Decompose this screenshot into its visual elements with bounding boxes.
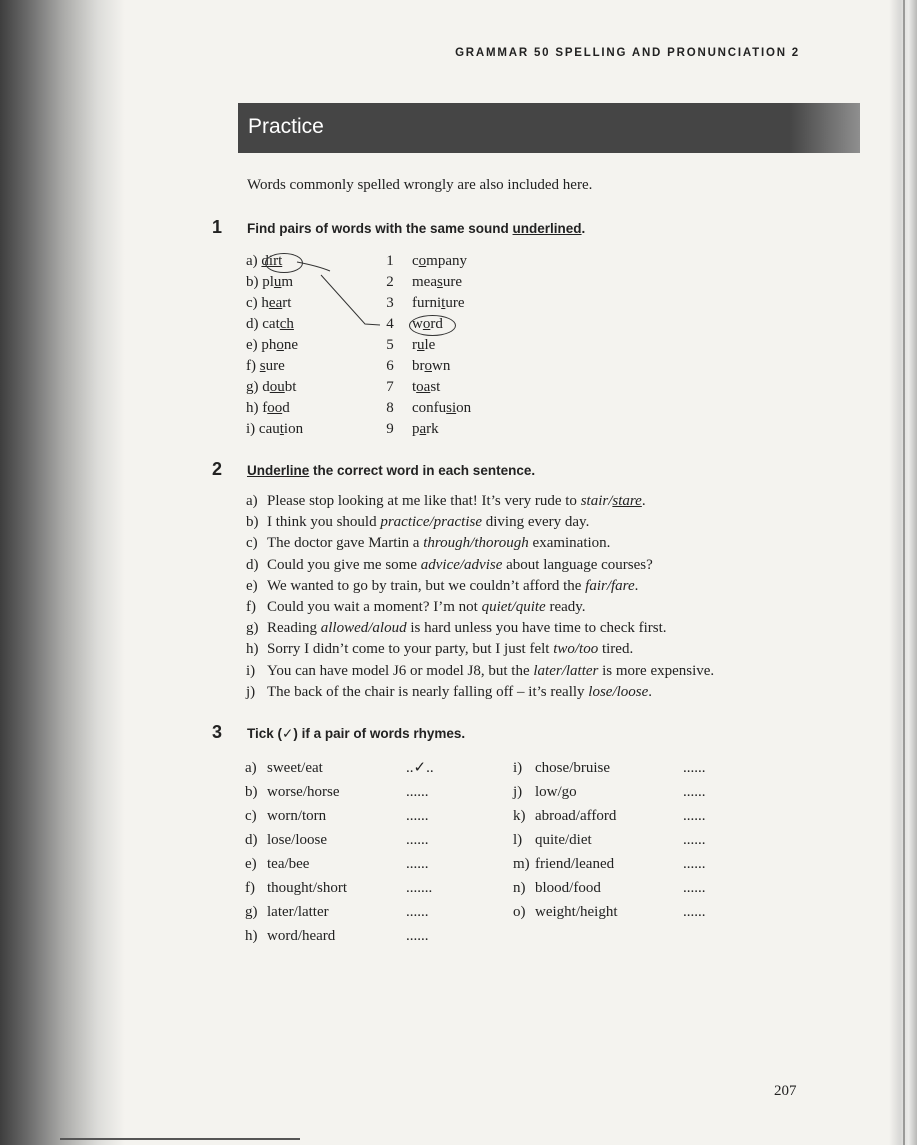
word-choice: stair/ — [580, 493, 613, 509]
item-number: 4 — [386, 316, 394, 332]
word-part: mea — [412, 274, 437, 290]
word-underlined: ou — [269, 379, 285, 395]
sentence-text: diving every day. — [481, 514, 590, 531]
answer-blank: ...... — [683, 856, 706, 872]
word-pair: tea/bee — [267, 856, 310, 872]
item-number: 1 — [386, 253, 394, 269]
word-part: t — [412, 379, 417, 395]
item-label: m) — [513, 856, 530, 872]
word-underlined: s — [259, 358, 266, 374]
rhyme-pair-item — [245, 828, 445, 852]
word-part: confu — [412, 400, 447, 416]
sentence-text: Reading — [267, 620, 321, 637]
item-label: e) — [245, 856, 257, 872]
item-label: i) — [513, 760, 523, 776]
sentence-text: Could you wait a moment? I’m not — [267, 598, 482, 615]
sentence-text: . — [648, 683, 653, 700]
word-choice: through/thorough — [423, 535, 529, 552]
word-part: pl — [262, 274, 274, 290]
word-underlined: o — [418, 253, 427, 269]
item-number: 3 — [386, 295, 394, 311]
rhyme-pair-item — [513, 780, 713, 804]
word-pair: low/go — [535, 784, 577, 800]
word-pair: lose/loose — [267, 832, 327, 848]
exercise-3-pairs-left — [245, 756, 445, 948]
item-label: a) — [245, 760, 257, 776]
word-part: m — [281, 274, 294, 290]
answer-blank: ...... — [406, 832, 429, 848]
item-label: e) — [246, 337, 262, 353]
word-part: ion — [283, 421, 304, 437]
rhyme-pair-item — [245, 756, 445, 780]
item-label: c) — [245, 808, 257, 824]
item-label: f) — [245, 880, 255, 896]
exercise-2-instruction — [247, 463, 535, 478]
word-choice: later/latter — [533, 662, 599, 679]
sentence-text: Please stop looking at me like that! It’s very rude to — [267, 493, 581, 509]
item-label: h) — [245, 928, 258, 944]
word-part: on — [456, 400, 472, 416]
word-pair: chose/bruise — [535, 760, 610, 776]
word-underlined: o — [276, 337, 284, 353]
sentence-text: tired. — [598, 641, 634, 658]
item-label: g) — [246, 379, 263, 395]
banner-title: Practice — [248, 115, 324, 138]
word-part: h — [261, 295, 269, 311]
sentence-item — [246, 555, 714, 576]
word-part: d — [282, 400, 290, 416]
word-part: f — [262, 400, 268, 416]
rhyme-pair-item — [245, 900, 445, 924]
word-pair: sweet/eat — [267, 760, 323, 776]
word-underlined: t — [279, 421, 284, 437]
item-label: l) — [513, 832, 523, 848]
item-label: c) — [246, 295, 262, 311]
word-part: r — [412, 337, 417, 353]
word-part: ne — [283, 337, 299, 353]
sentence-item — [246, 661, 714, 682]
sentence-text: ready. — [545, 598, 586, 615]
sentence-text: is hard unless you have time to check first. — [406, 620, 667, 637]
word-part: rk — [426, 421, 439, 437]
word-part: st — [430, 379, 441, 395]
sentence-text: Sorry I didn’t come to your party, but I just felt — [267, 641, 554, 658]
sentence-item — [246, 576, 714, 597]
exercise-3-pairs-right — [513, 756, 713, 924]
word-part: c — [412, 253, 419, 269]
rhyme-pair-item — [513, 828, 713, 852]
item-label: n) — [513, 880, 526, 896]
answer-blank: ...... — [683, 880, 706, 896]
word-part: cau — [258, 421, 280, 437]
rhyme-pair-item — [513, 876, 713, 900]
exercise-3-instruction: Tick (✓) if a pair of words rhymes. — [247, 726, 466, 741]
sentence-text: about language courses? — [502, 556, 653, 573]
sentence-text: . — [641, 493, 646, 509]
item-number: 9 — [386, 421, 394, 437]
sentence-text: is more expensive. — [598, 662, 715, 679]
word-choice: lose/loose — [588, 683, 649, 700]
exercise-2-sentences — [246, 491, 714, 703]
item-label: f) — [246, 358, 260, 374]
word-part: mpany — [426, 253, 467, 269]
word-pair: word/heard — [267, 928, 336, 944]
exercise-1-number: 1 — [212, 217, 223, 237]
word-pair: quite/diet — [535, 832, 592, 848]
pen-line-a — [297, 262, 330, 271]
exercise-3-number: 3 — [212, 722, 223, 742]
sentence-item — [246, 639, 714, 660]
word-pair: weight/height — [535, 904, 618, 920]
answer-blank: ...... — [406, 904, 429, 920]
answer-blank: ...... — [683, 760, 706, 776]
word-part: bt — [284, 379, 297, 395]
answer-blank: ...... — [683, 904, 706, 920]
item-number: 7 — [386, 379, 394, 395]
sentence-text: . — [634, 577, 639, 594]
word-underlined: si — [446, 400, 457, 416]
word-part: cat — [262, 316, 280, 332]
instruction-end: . — [581, 221, 586, 236]
word-underlined: ch — [279, 316, 294, 332]
sentence-item — [246, 682, 714, 703]
word-underlined: o — [422, 316, 431, 332]
answer-blank: ...... — [683, 784, 706, 800]
answer-blank: ..✓.. — [406, 760, 434, 776]
item-label: g) — [246, 620, 259, 637]
word-part: rd — [430, 316, 443, 332]
word-choice-answer: stare — [612, 493, 642, 509]
item-number: 5 — [386, 337, 394, 353]
sentence-item — [246, 597, 714, 618]
word-part: w — [412, 316, 423, 332]
word-underlined: s — [436, 274, 443, 290]
sentence-item — [246, 491, 714, 512]
word-choice: advice/advise — [420, 556, 503, 573]
word-part: le — [424, 337, 436, 353]
sentence-text: Could you give me some — [267, 556, 421, 573]
word-choice: two/too — [553, 641, 599, 658]
item-label: g) — [245, 904, 258, 920]
word-choice: quiet/quite — [481, 598, 546, 615]
answer-blank: ...... — [406, 808, 429, 824]
word-pair: worse/horse — [267, 784, 340, 800]
answer-blank: ...... — [406, 928, 429, 944]
item-label: d) — [245, 832, 258, 848]
word-choice: allowed/aloud — [320, 620, 407, 637]
word-pair: worn/torn — [267, 808, 327, 824]
answer-blank: ...... — [683, 808, 706, 824]
item-label: j) — [513, 784, 523, 800]
item-label: h) — [246, 641, 259, 658]
sentence-text: I think you should — [267, 514, 381, 531]
item-label: o) — [513, 904, 526, 920]
item-label: b) — [245, 784, 258, 800]
word-part: wn — [432, 358, 451, 374]
answer-blank: ...... — [683, 832, 706, 848]
item-label: d) — [246, 316, 263, 332]
word-part: ure — [265, 358, 285, 374]
word-part: furni — [412, 295, 442, 311]
sentence-text: We wanted to go by train, but we couldn’t afford the — [267, 577, 586, 594]
item-label: a) — [246, 253, 262, 269]
answer-blank: ...... — [406, 856, 429, 872]
word-part: ph — [261, 337, 277, 353]
page-number: 207 — [774, 1083, 797, 1099]
rhyme-pair-item — [245, 804, 445, 828]
pen-line-a-to-4 — [321, 275, 380, 325]
item-label: h) — [246, 400, 263, 416]
instruction-text: Find pairs of words with the same sound — [247, 221, 513, 236]
rhyme-pair-item — [245, 780, 445, 804]
item-label: a) — [246, 493, 258, 509]
item-label: i) — [246, 421, 259, 437]
item-number: 8 — [386, 400, 394, 416]
answer-blank: ....... — [406, 880, 433, 896]
word-pair: later/latter — [267, 904, 329, 920]
item-label: j) — [246, 683, 256, 700]
word-part: ure — [442, 274, 462, 290]
rhyme-pair-item — [513, 900, 713, 924]
rhyme-pair-item — [245, 852, 445, 876]
sentence-text: The back of the chair is nearly falling off – it’s really — [267, 683, 589, 700]
word-underlined: t — [441, 295, 446, 311]
word-choice: fair/fare — [585, 577, 635, 594]
word-pair: abroad/afford — [535, 808, 617, 824]
item-number: 6 — [386, 358, 394, 374]
word-part: br — [412, 358, 425, 374]
sentence-item — [246, 533, 714, 554]
sentence-text: examination. — [528, 535, 611, 552]
item-label: b) — [246, 514, 259, 531]
item-label: c) — [246, 535, 258, 552]
word-part: p — [412, 421, 420, 437]
item-label: k) — [513, 808, 526, 824]
word-underlined: ea — [268, 295, 283, 311]
sentence-text: The doctor gave Martin a — [267, 535, 424, 552]
item-label: b) — [246, 274, 263, 290]
instruction-text: the correct word in each sentence. — [309, 463, 536, 478]
sentence-text: You can have model J6 or model J8, but the — [267, 662, 534, 679]
word-underlined: a — [419, 421, 427, 437]
intro-text: Words commonly spelled wrongly are also included here. — [247, 177, 593, 193]
item-label: d) — [246, 556, 259, 573]
answer-blank: ...... — [406, 784, 429, 800]
rhyme-pair-item — [513, 852, 713, 876]
word-underlined: oa — [416, 379, 431, 395]
running-head: GRAMMAR 50 SPELLING AND PRONUNCIATION 2 — [455, 47, 800, 59]
item-label: f) — [246, 598, 256, 615]
word-choice: practice/practise — [380, 514, 482, 531]
item-number: 2 — [386, 274, 394, 290]
rhyme-pair-item — [245, 924, 445, 948]
word-pair: friend/leaned — [535, 856, 615, 872]
word-underlined: dirt — [261, 253, 283, 269]
word-underlined: oo — [267, 400, 283, 416]
rhyme-pair-item — [513, 804, 713, 828]
exercise-2-number: 2 — [212, 459, 223, 479]
instruction-underlined: underlined — [512, 221, 582, 236]
word-part: rt — [282, 295, 292, 311]
sentence-item — [246, 618, 714, 639]
word-pair: blood/food — [535, 880, 601, 896]
rhyme-pair-item — [245, 876, 445, 900]
word-part: ure — [445, 295, 465, 311]
item-label: e) — [246, 577, 258, 594]
word-underlined: u — [417, 337, 425, 353]
sentence-item — [246, 512, 714, 533]
word-pair: thought/short — [267, 880, 348, 896]
item-label: i) — [246, 662, 256, 679]
word-underlined: o — [424, 358, 432, 374]
rhyme-pair-item — [513, 756, 713, 780]
instruction-underlined: Underline — [247, 463, 310, 478]
word-underlined: u — [273, 274, 282, 290]
word-part: d — [262, 379, 270, 395]
